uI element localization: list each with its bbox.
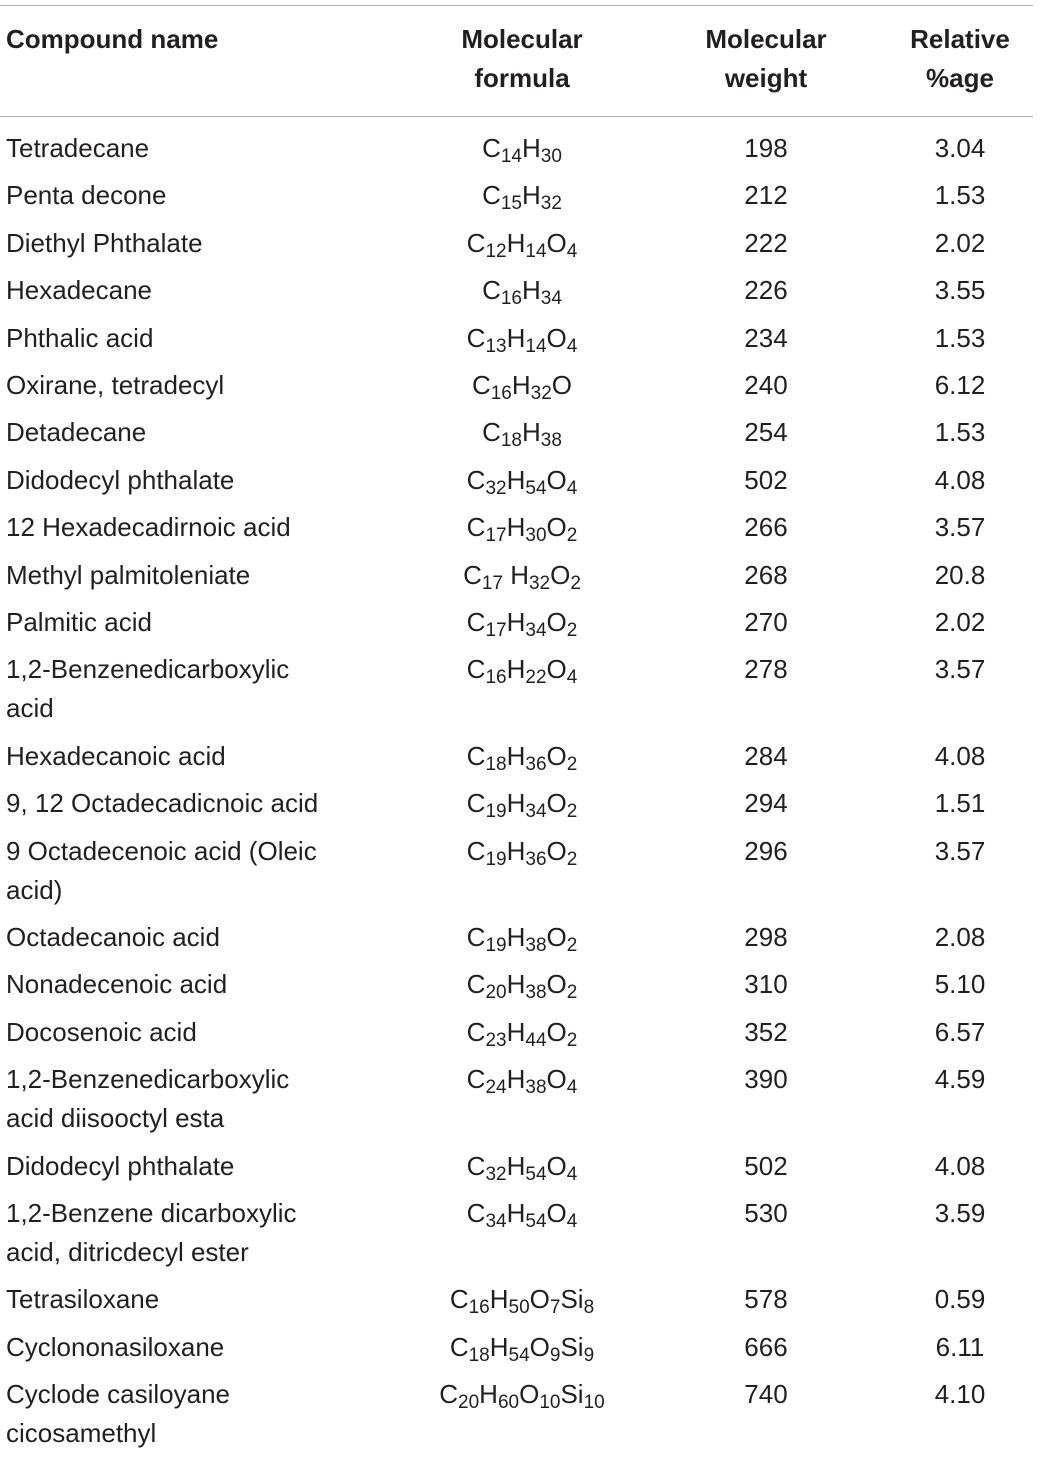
formula-element: Si bbox=[560, 1331, 584, 1362]
relative-percentage-cell: 3.59 bbox=[934, 1198, 986, 1228]
formula-subscript: 34 bbox=[485, 1211, 507, 1232]
compound-name-line: Detadecane bbox=[6, 417, 147, 448]
compound-name-cell bbox=[6, 650, 366, 728]
molecular-weight-cell: 578 bbox=[744, 1284, 788, 1315]
formula-element: H bbox=[489, 1331, 509, 1362]
formula-element: C bbox=[471, 370, 491, 400]
header-relative-line-1: Relative bbox=[910, 24, 1010, 54]
compound-name-cell bbox=[6, 784, 366, 823]
formula-element: C bbox=[466, 1016, 486, 1047]
formula-subscript: 20 bbox=[458, 1392, 480, 1414]
compound-name-cell bbox=[6, 413, 366, 452]
formula-subscript: 14 bbox=[525, 240, 547, 262]
molecular-formula-cell bbox=[412, 737, 632, 776]
compound-name-line: 1,2-Benzene dicarboxylic bbox=[6, 1198, 297, 1228]
formula-element: H bbox=[522, 133, 541, 163]
header-bottom-rule bbox=[0, 116, 1033, 117]
compound-name-cell bbox=[6, 224, 366, 263]
compound-name-line: 9 Octadecenoic acid (Oleic bbox=[6, 835, 317, 866]
formula-element: C bbox=[466, 922, 486, 952]
table-header bbox=[0, 20, 1040, 110]
formula-element: H bbox=[506, 607, 526, 637]
compound-name-line: Octadecanoic acid bbox=[6, 922, 220, 952]
formula-subscript: 23 bbox=[485, 1029, 507, 1051]
formula-element: C bbox=[466, 227, 486, 258]
formula-element: C bbox=[466, 1064, 486, 1095]
formula-subscript: 4 bbox=[566, 477, 578, 499]
formula-element: C bbox=[466, 464, 486, 495]
formula-subscript: 2 bbox=[566, 620, 578, 641]
formula-element: C bbox=[482, 417, 501, 448]
compound-name-line: 12 Hexadecadirnoic acid bbox=[6, 512, 291, 543]
formula-subscript: 4 bbox=[566, 1163, 578, 1185]
relative-percentage-cell: 3.57 bbox=[934, 512, 986, 543]
molecular-formula-cell bbox=[412, 918, 632, 957]
compound-name-line: Cyclode casiloyane bbox=[6, 1379, 231, 1410]
formula-subscript: 38 bbox=[525, 1077, 547, 1099]
molecular-weight-cell: 284 bbox=[744, 740, 788, 771]
formula-element: H bbox=[522, 417, 541, 448]
header-weight-line-2: weight bbox=[724, 63, 808, 93]
relative-percentage-cell: 3.57 bbox=[934, 654, 986, 685]
formula-subscript: 2 bbox=[566, 1029, 578, 1051]
formula-subscript: 2 bbox=[566, 848, 578, 870]
formula-subscript: 14 bbox=[500, 146, 522, 167]
molecular-formula-cell bbox=[412, 556, 632, 595]
formula-element: O bbox=[546, 1198, 567, 1228]
compound-name-line: Hexadecane bbox=[6, 275, 152, 306]
relative-percentage-cell: 4.08 bbox=[934, 464, 986, 495]
compound-name-cell bbox=[6, 271, 366, 310]
formula-subscript: 2 bbox=[566, 982, 578, 1004]
formula-subscript: 17 bbox=[485, 525, 507, 547]
formula-element: C bbox=[482, 275, 501, 306]
molecular-weight-cell: 298 bbox=[744, 922, 788, 952]
formula-element: O bbox=[546, 607, 567, 637]
formula-subscript: 2 bbox=[570, 572, 581, 594]
molecular-formula-cell bbox=[412, 1060, 632, 1099]
relative-percentage-cell: 2.08 bbox=[934, 922, 986, 952]
molecular-formula-cell bbox=[412, 176, 632, 215]
molecular-formula-cell bbox=[412, 965, 632, 1004]
molecular-weight-cell: 198 bbox=[744, 133, 788, 163]
formula-element: C bbox=[466, 969, 486, 1000]
header-relative-line-2: %age bbox=[926, 63, 994, 93]
formula-subscript: 4 bbox=[566, 667, 578, 689]
formula-element: O bbox=[546, 512, 567, 543]
formula-subscript: 16 bbox=[468, 1297, 490, 1319]
formula-subscript: 32 bbox=[530, 383, 552, 404]
molecular-weight-cell: 530 bbox=[744, 1198, 788, 1228]
formula-element: C bbox=[466, 788, 486, 819]
formula-subscript: 38 bbox=[525, 982, 547, 1004]
formula-subscript: 8 bbox=[583, 1297, 595, 1319]
molecular-formula-cell bbox=[412, 603, 632, 642]
formula-element: C bbox=[466, 1150, 486, 1181]
relative-percentage-cell: 1.53 bbox=[934, 322, 986, 353]
molecular-weight-cell: 310 bbox=[744, 969, 788, 1000]
relative-percentage-cell: 1.51 bbox=[934, 788, 986, 819]
relative-percentage-cell: 2.02 bbox=[934, 607, 986, 637]
molecular-formula-cell bbox=[412, 319, 632, 358]
formula-subscript: 4 bbox=[566, 240, 578, 262]
formula-element: H bbox=[489, 1284, 509, 1315]
molecular-weight-cell: 268 bbox=[744, 559, 788, 590]
compound-name-line: 9, 12 Octadecadicnoic acid bbox=[6, 788, 319, 819]
molecular-weight-cell: 352 bbox=[744, 1016, 788, 1047]
formula-element: O bbox=[546, 922, 567, 952]
compound-name-line: acid, ditricdecyl ester bbox=[6, 1237, 249, 1267]
formula-subscript: 17 bbox=[481, 572, 503, 594]
compound-name-line: Nonadecenoic acid bbox=[6, 969, 228, 1000]
molecular-weight-cell: 240 bbox=[744, 370, 788, 400]
molecular-weight-cell: 294 bbox=[744, 788, 788, 819]
formula-element: C bbox=[466, 835, 486, 866]
molecular-formula-cell bbox=[412, 1013, 632, 1052]
molecular-weight-cell: 502 bbox=[744, 1150, 788, 1181]
formula-element: H bbox=[506, 512, 526, 543]
formula-subscript: 32 bbox=[485, 477, 507, 499]
molecular-weight-cell: 502 bbox=[744, 464, 788, 495]
compound-name-line: Didodecyl phthalate bbox=[6, 1150, 235, 1181]
relative-percentage-cell: 4.59 bbox=[934, 1064, 986, 1095]
formula-subscript: 10 bbox=[539, 1392, 561, 1414]
formula-element: H bbox=[479, 1379, 498, 1410]
formula-subscript: 24 bbox=[485, 1077, 507, 1099]
molecular-weight-cell: 226 bbox=[744, 275, 788, 306]
compound-name-line: Oxirane, tetradecyl bbox=[6, 370, 225, 400]
formula-subscript: 19 bbox=[485, 801, 507, 823]
relative-percentage-cell: 4.10 bbox=[934, 1379, 986, 1410]
formula-subscript: 60 bbox=[497, 1392, 520, 1414]
formula-subscript: 12 bbox=[485, 240, 507, 262]
relative-percentage-cell: 1.53 bbox=[934, 417, 986, 448]
formula-element: H bbox=[506, 835, 526, 866]
formula-element: C bbox=[482, 133, 501, 163]
compound-name-line: Phthalic acid bbox=[6, 322, 154, 353]
header-molecular-weight bbox=[660, 20, 872, 98]
formula-subscript: 2 bbox=[566, 935, 578, 956]
formula-subscript: 50 bbox=[508, 1297, 530, 1319]
formula-subscript: 54 bbox=[525, 477, 547, 499]
formula-element: O bbox=[546, 227, 567, 258]
formula-element: O bbox=[546, 788, 567, 819]
relative-percentage-cell: 0.59 bbox=[934, 1284, 986, 1315]
compound-name-line: 1,2-Benzenedicarboxylic bbox=[6, 1064, 290, 1095]
formula-element: O bbox=[546, 1150, 567, 1181]
formula-element: C bbox=[466, 322, 486, 353]
formula-element: H bbox=[506, 922, 526, 952]
compound-name-line: acid) bbox=[6, 874, 63, 905]
formula-subscript: 30 bbox=[525, 525, 547, 547]
molecular-formula-cell bbox=[412, 508, 632, 547]
formula-element: O bbox=[546, 969, 567, 1000]
formula-subscript: 32 bbox=[485, 1163, 507, 1185]
formula-subscript: 4 bbox=[566, 1077, 578, 1099]
formula-element: C bbox=[439, 1379, 459, 1410]
formula-element: H bbox=[502, 559, 529, 590]
formula-subscript: 9 bbox=[549, 1344, 561, 1366]
formula-subscript: 7 bbox=[549, 1297, 561, 1319]
relative-percentage-cell: 6.57 bbox=[934, 1016, 986, 1047]
formula-element: Si bbox=[560, 1284, 584, 1315]
compound-name-line: Hexadecanoic acid bbox=[6, 740, 226, 771]
formula-subscript: 30 bbox=[540, 146, 562, 167]
formula-subscript: 36 bbox=[525, 753, 547, 775]
formula-element: H bbox=[506, 322, 526, 353]
formula-element: H bbox=[506, 654, 526, 685]
formula-subscript: 18 bbox=[485, 753, 507, 775]
formula-element: H bbox=[506, 740, 526, 771]
molecular-weight-cell: 666 bbox=[744, 1331, 788, 1362]
formula-element: H bbox=[506, 464, 526, 495]
molecular-formula-cell bbox=[412, 413, 632, 452]
compound-name-cell bbox=[6, 603, 366, 642]
compound-name-line: Didodecyl phthalate bbox=[6, 464, 235, 495]
table-top-rule bbox=[0, 5, 1033, 6]
relative-percentage-cell: 20.8 bbox=[934, 559, 986, 590]
molecular-formula-cell bbox=[412, 650, 632, 689]
compound-name-cell bbox=[6, 1013, 366, 1052]
formula-subscript: 32 bbox=[528, 572, 551, 594]
header-formula-line-1: Molecular bbox=[461, 24, 583, 54]
molecular-weight-cell: 266 bbox=[744, 512, 788, 543]
formula-subscript: 18 bbox=[500, 430, 522, 452]
molecular-formula-cell bbox=[412, 271, 632, 310]
formula-subscript: 2 bbox=[566, 525, 578, 547]
compound-name-cell bbox=[6, 1194, 366, 1272]
formula-element: H bbox=[522, 275, 541, 306]
molecular-weight-cell: 254 bbox=[744, 417, 788, 448]
molecular-formula-cell bbox=[412, 784, 632, 823]
compound-name-cell bbox=[6, 556, 366, 595]
formula-subscript: 16 bbox=[500, 288, 522, 310]
compound-name-line: Diethyl Phthalate bbox=[6, 227, 203, 258]
compound-name-cell bbox=[6, 832, 366, 910]
molecular-weight-cell: 740 bbox=[744, 1379, 788, 1410]
compound-name-cell bbox=[6, 508, 366, 547]
molecular-formula-cell bbox=[412, 832, 632, 871]
formula-element: H bbox=[506, 227, 526, 258]
formula-subscript: 16 bbox=[490, 383, 512, 404]
molecular-formula-cell bbox=[412, 366, 632, 405]
formula-element: H bbox=[506, 1016, 526, 1047]
formula-element: C bbox=[466, 740, 486, 771]
formula-element: Si bbox=[560, 1379, 584, 1410]
molecular-formula-cell bbox=[412, 1328, 632, 1367]
header-formula-line-2: formula bbox=[474, 63, 570, 93]
formula-subscript: 18 bbox=[468, 1344, 490, 1366]
compound-name-cell bbox=[6, 965, 366, 1004]
molecular-weight-cell: 234 bbox=[744, 322, 788, 353]
relative-percentage-cell: 3.55 bbox=[934, 275, 986, 306]
formula-subscript: 36 bbox=[525, 848, 547, 870]
formula-element: C bbox=[466, 512, 486, 543]
compound-name-cell bbox=[6, 737, 366, 776]
relative-percentage-cell: 3.04 bbox=[934, 133, 986, 163]
molecular-formula-cell bbox=[412, 461, 632, 500]
formula-subscript: 14 bbox=[525, 335, 547, 357]
formula-subscript: 44 bbox=[525, 1029, 547, 1051]
formula-element: C bbox=[466, 1198, 486, 1228]
formula-subscript: 13 bbox=[485, 335, 507, 357]
formula-subscript: 2 bbox=[566, 753, 578, 775]
molecular-formula-cell bbox=[412, 1147, 632, 1186]
header-molecular-formula bbox=[412, 20, 632, 98]
formula-element: C bbox=[449, 1284, 469, 1315]
formula-element: C bbox=[466, 654, 486, 685]
compound-name-line: Tetrasiloxane bbox=[6, 1284, 160, 1315]
formula-subscript: 9 bbox=[583, 1344, 595, 1366]
compound-name-cell bbox=[6, 1375, 366, 1453]
formula-element: O bbox=[546, 740, 567, 771]
formula-element: O bbox=[546, 654, 567, 685]
compound-name-line: Penta decone bbox=[6, 180, 167, 211]
molecular-weight-cell: 270 bbox=[744, 607, 788, 637]
molecular-weight-cell: 390 bbox=[744, 1064, 788, 1095]
formula-element: O bbox=[546, 464, 567, 495]
compound-name-cell bbox=[6, 1147, 366, 1186]
relative-percentage-cell: 1.53 bbox=[934, 180, 986, 211]
molecular-formula-cell bbox=[412, 1194, 632, 1233]
formula-subscript: 34 bbox=[525, 801, 547, 823]
compound-name-line: Tetradecane bbox=[6, 133, 150, 163]
formula-subscript: 15 bbox=[500, 193, 522, 215]
relative-percentage-cell: 6.11 bbox=[935, 1331, 985, 1362]
formula-subscript: 32 bbox=[540, 193, 562, 215]
formula-subscript: 4 bbox=[566, 1211, 578, 1232]
relative-percentage-cell: 2.02 bbox=[934, 227, 986, 258]
formula-subscript: 17 bbox=[485, 620, 507, 641]
relative-percentage-cell: 4.08 bbox=[934, 1150, 986, 1181]
relative-percentage-cell: 3.57 bbox=[934, 835, 986, 866]
header-relative-percentage bbox=[880, 20, 1040, 98]
formula-element: H bbox=[506, 1150, 526, 1181]
formula-subscript: 10 bbox=[583, 1392, 605, 1414]
compound-name-cell bbox=[6, 1328, 366, 1367]
molecular-formula-cell bbox=[412, 224, 632, 263]
compound-name-cell bbox=[6, 918, 366, 957]
compound-name-cell bbox=[6, 1280, 366, 1319]
molecular-weight-cell: 222 bbox=[744, 227, 788, 258]
compound-name-cell bbox=[6, 461, 366, 500]
formula-element: O bbox=[551, 370, 573, 400]
formula-element: O bbox=[546, 322, 567, 353]
formula-subscript: 34 bbox=[540, 288, 562, 310]
formula-element: H bbox=[511, 370, 531, 400]
formula-element: H bbox=[506, 1064, 526, 1095]
compound-name-line: acid diisooctyl esta bbox=[6, 1103, 225, 1134]
formula-element: H bbox=[506, 788, 526, 819]
formula-element: H bbox=[522, 180, 541, 211]
relative-percentage-cell: 4.08 bbox=[934, 740, 986, 771]
formula-subscript: 22 bbox=[525, 667, 547, 689]
molecular-formula-cell bbox=[412, 129, 632, 168]
formula-subscript: 54 bbox=[525, 1211, 547, 1232]
compound-name-cell bbox=[6, 366, 366, 405]
relative-percentage-cell: 6.12 bbox=[934, 370, 986, 400]
formula-subscript: 54 bbox=[525, 1163, 547, 1185]
formula-subscript: 20 bbox=[485, 982, 507, 1004]
header-compound-name: Compound name bbox=[6, 24, 219, 54]
molecular-formula-cell bbox=[412, 1280, 632, 1319]
formula-element: O bbox=[529, 1284, 550, 1315]
molecular-weight-cell: 296 bbox=[744, 835, 788, 866]
compound-name-cell bbox=[6, 319, 366, 358]
formula-subscript: 38 bbox=[540, 430, 562, 452]
formula-element: O bbox=[546, 835, 567, 866]
formula-subscript: 34 bbox=[525, 620, 547, 641]
compound-name-line: Methyl palmitoleniate bbox=[6, 559, 251, 590]
molecular-weight-cell: 278 bbox=[744, 654, 788, 685]
formula-subscript: 16 bbox=[485, 667, 507, 689]
formula-element: O bbox=[546, 1016, 567, 1047]
formula-element: C bbox=[482, 180, 501, 211]
formula-element: O bbox=[519, 1379, 540, 1410]
compound-name-line: Docosenoic acid bbox=[6, 1016, 197, 1047]
molecular-formula-cell bbox=[412, 1375, 632, 1414]
compound-name-line: Cyclononasiloxane bbox=[6, 1331, 225, 1362]
formula-subscript: 54 bbox=[508, 1344, 530, 1366]
compound-name-line: cicosamethyl bbox=[6, 1418, 157, 1449]
molecular-weight-cell: 212 bbox=[744, 180, 788, 211]
formula-subscript: 38 bbox=[525, 935, 547, 956]
header-weight-line-1: Molecular bbox=[705, 24, 827, 54]
formula-element: C bbox=[449, 1331, 469, 1362]
formula-element: O bbox=[550, 559, 571, 590]
formula-element: H bbox=[506, 1198, 526, 1228]
compound-name-cell bbox=[6, 129, 366, 168]
compound-name-cell bbox=[6, 1060, 366, 1138]
formula-subscript: 4 bbox=[566, 335, 578, 357]
formula-element: O bbox=[546, 1064, 567, 1095]
relative-percentage-cell: 5.10 bbox=[934, 969, 986, 1000]
formula-element: C bbox=[466, 607, 486, 637]
formula-element: H bbox=[506, 969, 526, 1000]
formula-element: C bbox=[463, 559, 482, 590]
compound-name-line: Palmitic acid bbox=[6, 607, 152, 637]
compound-name-line: acid bbox=[6, 693, 54, 724]
compound-name-cell bbox=[6, 176, 366, 215]
formula-subscript: 19 bbox=[485, 848, 507, 870]
formula-subscript: 2 bbox=[566, 801, 578, 823]
formula-subscript: 19 bbox=[485, 935, 507, 956]
formula-element: O bbox=[529, 1331, 550, 1362]
compound-name-line: 1,2-Benzenedicarboxylic bbox=[6, 654, 290, 685]
